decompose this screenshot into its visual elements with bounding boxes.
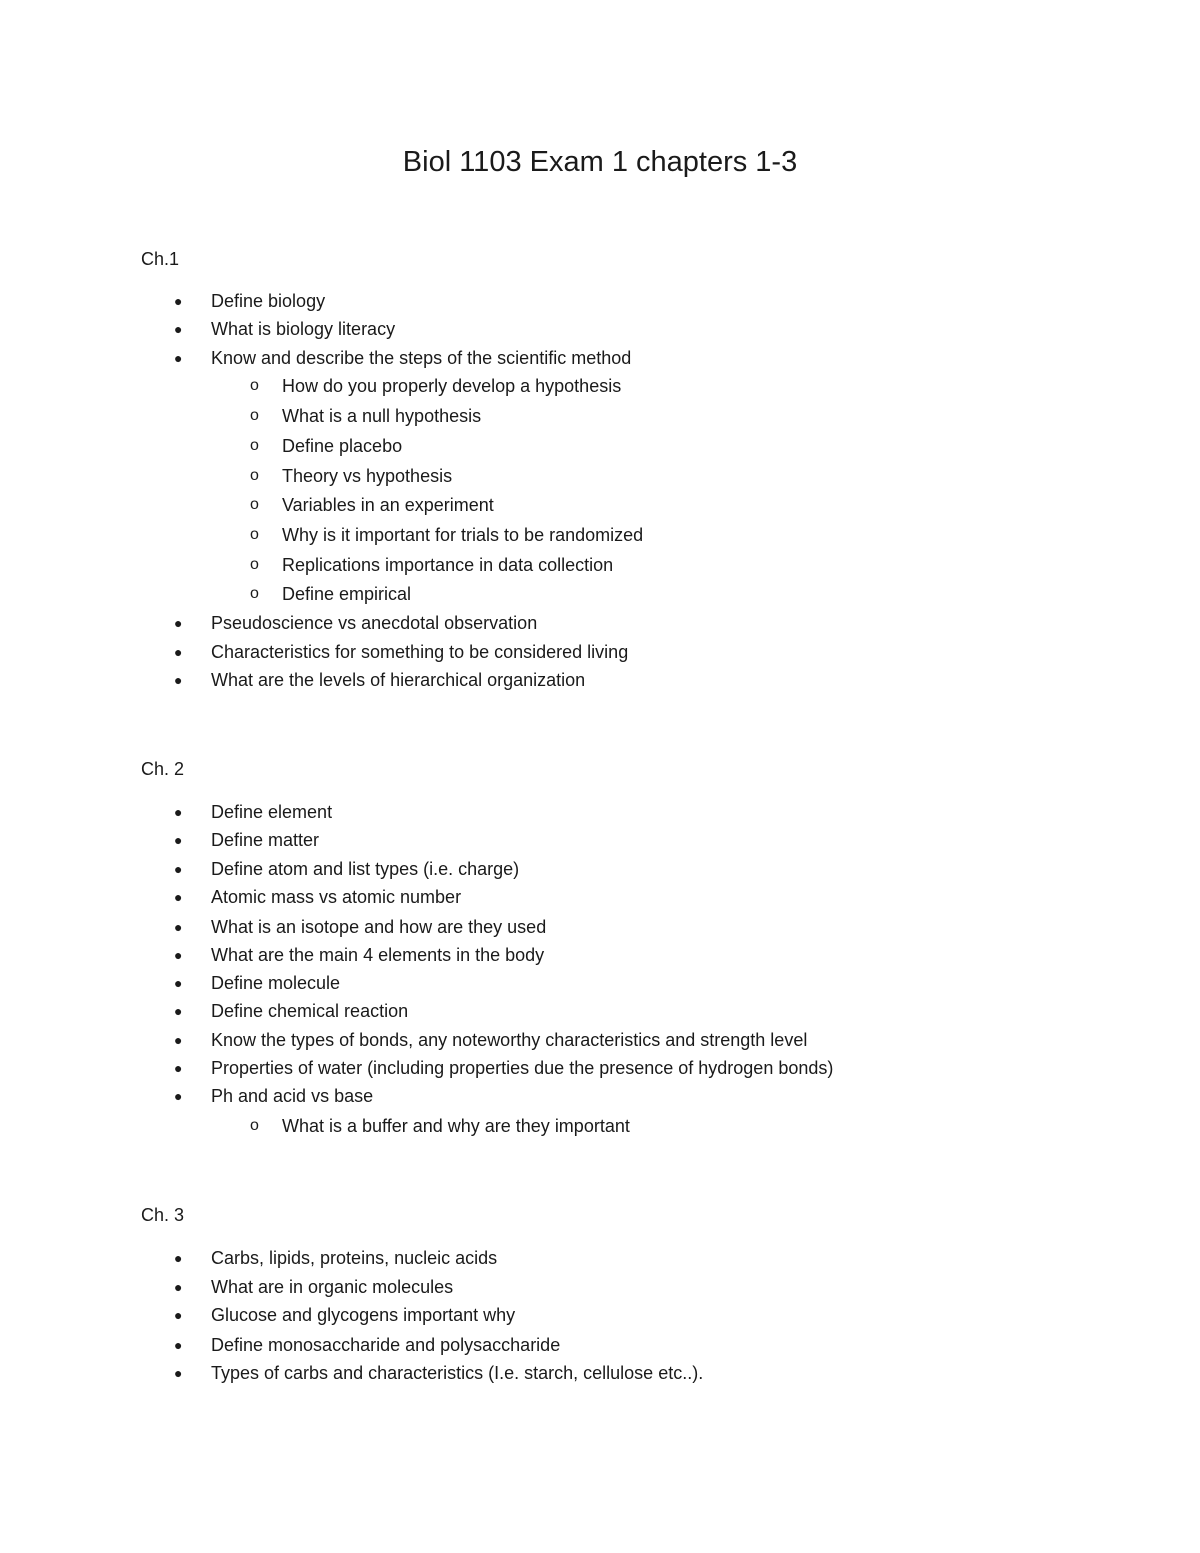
list-item-text: Define element [211, 802, 333, 822]
list-item [174, 346, 632, 370]
list-item-text: What is biology literacy [211, 319, 396, 339]
list-item [174, 317, 396, 341]
bullet-icon: ● [174, 1279, 183, 1295]
list-item [174, 640, 629, 664]
bullet-icon: ● [174, 644, 183, 660]
hollow-bullet-icon: o [250, 526, 259, 543]
list-item [174, 668, 586, 692]
list-item-text: Properties of water (including properties due the presence of hydrogen bonds) [211, 1058, 834, 1078]
list-item-text: What are the levels of hierarchical organization [211, 670, 586, 690]
sub-list-item [250, 1114, 630, 1138]
list-item [174, 1275, 454, 1299]
bullet-icon: ● [174, 1337, 183, 1353]
list-item [174, 1084, 374, 1108]
bullet-icon: ● [174, 947, 183, 963]
list-item-text: Carbs, lipids, proteins, nucleic acids [211, 1248, 498, 1268]
list-item [174, 999, 409, 1023]
sub-list-item [250, 493, 494, 517]
list-item-text: Glucose and glycogens important why [211, 1305, 516, 1325]
hollow-bullet-icon: o [250, 377, 259, 394]
bullet-icon: ● [174, 975, 183, 991]
bullet-icon: ● [174, 804, 183, 820]
document-title: Biol 1103 Exam 1 chapters 1-3 [402, 146, 798, 178]
bullet-icon: ● [174, 321, 183, 337]
bullet-icon: ● [174, 1365, 183, 1381]
bullet-icon: ● [174, 1250, 183, 1266]
bullet-icon: ● [174, 1060, 183, 1076]
sub-list-item [250, 434, 403, 458]
list-item-text: Pseudoscience vs anecdotal observation [211, 613, 538, 633]
hollow-bullet-icon: o [250, 407, 259, 424]
sub-list-item [250, 404, 482, 428]
sub-list-item [250, 523, 644, 547]
bullet-icon: ● [174, 1032, 183, 1048]
list-item-text: Define chemical reaction [211, 1001, 409, 1021]
bullet-icon: ● [174, 1003, 183, 1019]
list-item [174, 289, 326, 313]
list-item [174, 1246, 498, 1270]
list-item [174, 1303, 516, 1327]
list-item-text: Theory vs hypothesis [282, 466, 453, 486]
bullet-icon: ● [174, 1307, 183, 1323]
list-item-text: Define atom and list types (i.e. charge) [211, 859, 520, 879]
list-item-text: Define molecule [211, 973, 341, 993]
sub-list-item [250, 374, 622, 398]
list-item-text: Why is it important for trials to be randomized [282, 525, 644, 545]
list-item-text: Types of carbs and characteristics (I.e. starch, cellulose etc..). [211, 1363, 704, 1383]
bullet-icon: ● [174, 861, 183, 877]
list-item-text: What are the main 4 elements in the body [211, 945, 545, 965]
list-item [174, 915, 547, 939]
hollow-bullet-icon: o [250, 496, 259, 513]
list-item [174, 1056, 834, 1080]
list-item [174, 611, 538, 635]
list-item-text: Define matter [211, 830, 320, 850]
bullet-icon: ● [174, 1088, 183, 1104]
list-item [174, 1028, 808, 1052]
list-item [174, 857, 520, 881]
hollow-bullet-icon: o [250, 437, 259, 454]
list-item-text: Replications importance in data collection [282, 555, 614, 575]
list-item-text: What is a null hypothesis [282, 406, 482, 426]
chapter-heading: Ch. 3 [141, 1205, 185, 1225]
list-item [174, 828, 320, 852]
list-item-text: Know the types of bonds, any noteworthy characteristics and strength level [211, 1030, 808, 1050]
chapter-heading: Ch. 2 [141, 759, 185, 779]
list-item-text: Ph and acid vs base [211, 1086, 374, 1106]
list-item-text: What is a buffer and why are they important [282, 1116, 630, 1136]
bullet-icon: ● [174, 293, 183, 309]
list-item [174, 971, 341, 995]
list-item-text: Define biology [211, 291, 326, 311]
chapter-heading: Ch.1 [141, 249, 180, 269]
list-item [174, 1361, 704, 1385]
list-item [174, 943, 545, 967]
list-item [174, 885, 462, 909]
list-item-text: How do you properly develop a hypothesis [282, 376, 622, 396]
hollow-bullet-icon: o [250, 467, 259, 484]
list-item-text: Define monosaccharide and polysaccharide [211, 1335, 561, 1355]
list-item [174, 800, 333, 824]
list-item-text: Define empirical [282, 584, 412, 604]
hollow-bullet-icon: o [250, 585, 259, 602]
hollow-bullet-icon: o [250, 1117, 259, 1134]
list-item-text: Characteristics for something to be considered living [211, 642, 629, 662]
bullet-icon: ● [174, 889, 183, 905]
bullet-icon: ● [174, 615, 183, 631]
sub-list-item [250, 582, 412, 606]
list-item-text: Atomic mass vs atomic number [211, 887, 462, 907]
list-item-text: Variables in an experiment [282, 495, 494, 515]
list-item-text: What is an isotope and how are they used [211, 917, 547, 937]
list-item-text: Define placebo [282, 436, 403, 456]
list-item-text: Know and describe the steps of the scientific method [211, 348, 632, 368]
bullet-icon: ● [174, 919, 183, 935]
bullet-icon: ● [174, 832, 183, 848]
bullet-icon: ● [174, 672, 183, 688]
hollow-bullet-icon: o [250, 556, 259, 573]
sub-list-item [250, 553, 614, 577]
sub-list-item [250, 464, 453, 488]
list-item [174, 1333, 561, 1357]
bullet-icon: ● [174, 350, 183, 366]
list-item-text: What are in organic molecules [211, 1277, 454, 1297]
